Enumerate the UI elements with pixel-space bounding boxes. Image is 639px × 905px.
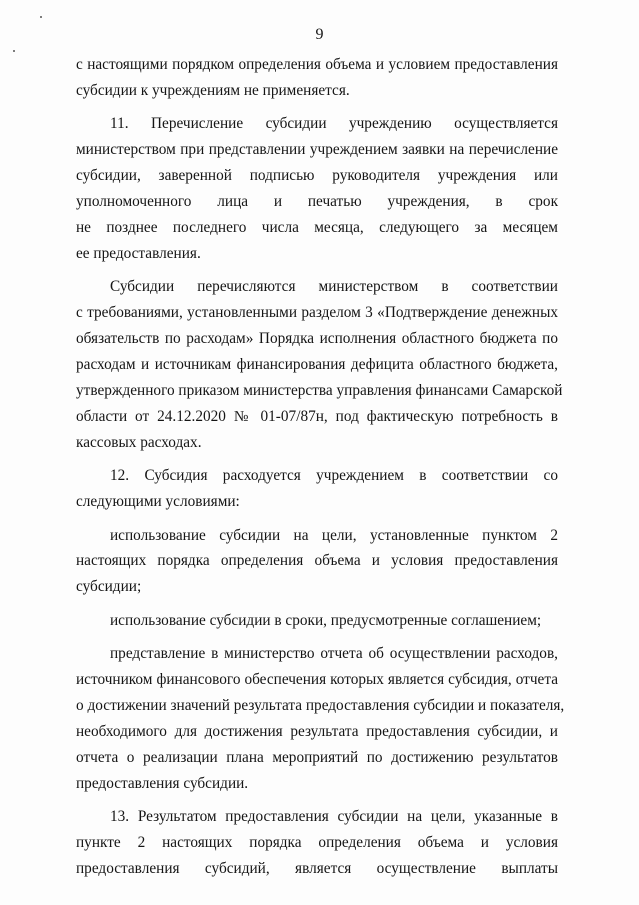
text-line: утвержденного приказом министерства управления финансами Самарской bbox=[76, 381, 563, 399]
document-body bbox=[76, 52, 565, 882]
text-line: источником финансового обеспечения которых является субсидия, отчета bbox=[76, 671, 558, 689]
paragraph-gap bbox=[76, 634, 558, 642]
text-line: 13. Результатом предоставления субсидии на цели, указанные в bbox=[110, 808, 558, 826]
text-line: субсидии к учреждениям не применяется. bbox=[76, 81, 350, 99]
text-line: предоставления субсидии. bbox=[76, 774, 249, 792]
text-line: 12. Субсидия расходуется учреждением в соответствии со bbox=[110, 467, 558, 485]
text-line: кассовых расходах. bbox=[76, 433, 202, 451]
paragraph-gap bbox=[76, 600, 558, 608]
text-line: пункте 2 настоящих порядка определения объема и условия bbox=[76, 834, 558, 852]
paragraph-gap bbox=[76, 456, 558, 464]
text-line: Субсидии перечисляются министерством в соответствии bbox=[110, 278, 558, 296]
text-line: предоставления субсидий, является осуществление выплаты bbox=[76, 859, 558, 877]
text-line: министерством при представлении учреждением заявки на перечисление bbox=[76, 141, 558, 159]
scan-speck bbox=[13, 50, 15, 52]
text-line: области от 24.12.2020 № 01-07/87н, под фактическую потребность в bbox=[76, 407, 558, 425]
text-line: 11. Перечисление субсидии учреждению осуществляется bbox=[110, 115, 558, 133]
text-line: отчета о реализации плана мероприятий по достижению результатов bbox=[76, 748, 558, 766]
text-line: субсидии; bbox=[76, 578, 142, 596]
text-line: о достижении значений результата предоставления субсидии и показателя, bbox=[76, 697, 565, 715]
paragraph-gap bbox=[76, 797, 558, 805]
text-line: с требованиями, установленными разделом 3 «Подтверждение денежных bbox=[76, 304, 558, 322]
paragraph-gap bbox=[76, 267, 558, 275]
text-line: следующими условиями: bbox=[76, 493, 240, 511]
scan-speck bbox=[40, 16, 42, 18]
text-line: настоящих порядка определения объема и условия предоставления bbox=[76, 552, 558, 570]
paragraph-gap bbox=[76, 515, 558, 523]
text-line: с настоящими порядком определения объема и условием предоставления bbox=[76, 56, 558, 73]
text-line: использование субсидии в сроки, предусмотренные соглашением; bbox=[110, 611, 542, 629]
text-line: субсидии, заверенной подписью руководителя учреждения или bbox=[76, 167, 558, 185]
text-line: необходимого для достижения результата предоставления субсидии, и bbox=[76, 722, 558, 740]
paragraph-gap bbox=[76, 104, 558, 112]
text-line: ее предоставления. bbox=[76, 244, 201, 262]
text-line: уполномоченного лица и печатью учреждения, в срок bbox=[76, 193, 558, 211]
text-line: представление в министерство отчета об осуществлении расходов, bbox=[110, 645, 558, 663]
text-line: использование субсидии на цели, установленные пунктом 2 bbox=[110, 526, 558, 544]
page-number: 9 bbox=[315, 26, 324, 43]
text-line: расходам и источникам финансирования дефицита областного бюджета, bbox=[76, 355, 558, 373]
text-line: обязательств по расходам» Порядка исполнения областного бюджета по bbox=[76, 330, 558, 348]
text-line: не позднее последнего числа месяца, следующего за месяцем bbox=[76, 218, 558, 236]
